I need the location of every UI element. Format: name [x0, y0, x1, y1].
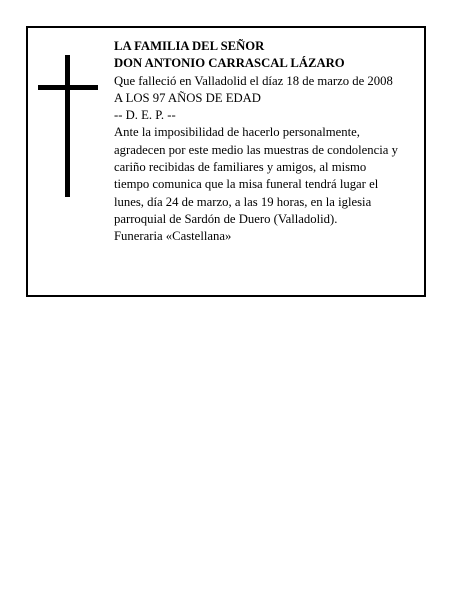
body-line: parroquial de Sardón de Duero (Valladolid). — [114, 211, 338, 226]
death-info: Que falleció en Valladolid el díaz 18 de marzo de 2008 — [114, 73, 393, 88]
cross-horizontal-bar — [38, 85, 98, 90]
body-line: agradecen por este medio las muestras de condolencia y — [114, 142, 398, 157]
body-line: cariño recibidas de familiares y amigos, al mismo — [114, 160, 367, 175]
funeral-home: Funeraria «Castellana» — [114, 229, 232, 244]
body-line: tiempo comunica que la misa funeral tendrá lugar el — [114, 177, 379, 192]
body-line: lunes, día 24 de marzo, a las 19 horas, en la iglesia — [114, 194, 372, 209]
cross-vertical-bar — [65, 55, 70, 197]
rip-line: -- D. E. P. -- — [114, 108, 176, 123]
age-at-death: A LOS 97 AÑOS DE EDAD — [114, 90, 261, 105]
body-line: Ante la imposibilidad de hacerlo personalmente, — [114, 125, 360, 140]
heading-family: LA FAMILIA DEL SEÑOR — [114, 39, 265, 53]
notice-text — [114, 38, 424, 246]
heading-deceased-name: DON ANTONIO CARRASCAL LÁZARO — [114, 56, 345, 71]
latin-cross-icon — [38, 55, 98, 197]
